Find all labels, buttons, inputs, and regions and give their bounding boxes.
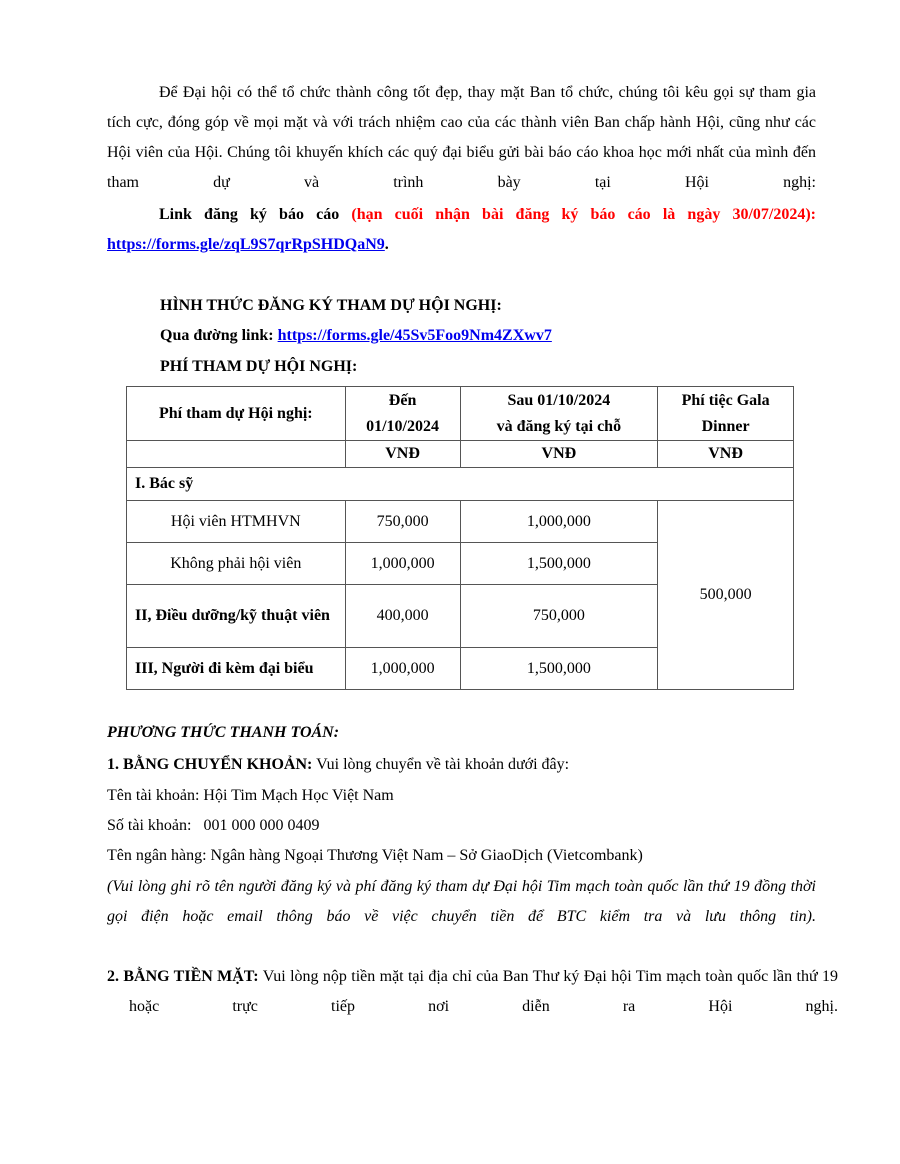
row-late-fee: 750,000 [460,585,658,648]
row-label: II, Điều dưỡng/kỹ thuật viên [127,585,346,648]
header-early: Đến 01/10/2024 [345,387,460,441]
transfer-text: Vui lòng chuyển về tài khoản dưới đây: [316,756,570,773]
gala-fee: 500,000 [658,501,794,690]
cash-paragraph [107,962,838,1022]
registration-heading: HÌNH THỨC ĐĂNG KÝ THAM DỰ HỘI NGHỊ: [160,297,502,314]
transfer-line [107,750,816,780]
currency-gala: VNĐ [658,441,794,468]
section-row-doctors [127,468,794,501]
intro-paragraph: Để Đại hội có thể tổ chức thành công tốt đẹp, thay mặt Ban tổ chức, chúng tôi kêu gọi sự tham gia tích cực, đóng góp về mọi mặt và với trách nhiệm cao của các thành viên Ban chấp hành Hội, cũng như các Hội viên của Hội. Chúng tôi khuyến khích các quý đại biểu gửi bài báo cáo khoa học mới nhất của mình đến tham dự và trình bày tại Hội nghị: [107,84,816,191]
row-late-fee: 1,000,000 [460,501,658,543]
report-link-label: Link đăng ký báo cáo [159,206,340,223]
account-name: Tên tài khoản: Hội Tim Mạch Học Việt Nam [107,787,394,804]
row-label: III, Người đi kèm đại biểu [127,648,346,690]
header-category: Phí tham dự Hội nghị: [127,387,346,441]
row-early-fee: 1,000,000 [345,543,460,585]
report-url-suffix: . [384,236,389,253]
row-late-fee: 1,500,000 [460,543,658,585]
fee-table [126,386,794,690]
row-early-fee: 1,000,000 [345,648,460,690]
currency-row [127,441,794,468]
payment-note: (Vui lòng ghi rõ tên người đăng ký và phí đăng ký tham dự Đại hội Tim mạch toàn quốc lần thứ 19 đồng thời gọi điện hoặc email thông báo về việc chuyển tiền để BTC kiểm tra và lưu thông tin). [107,878,816,925]
section-doctors-label: I. Bác sỹ [127,468,794,501]
row-label: Hội viên HTMHVN [127,501,346,543]
row-early-fee: 400,000 [345,585,460,648]
row-label: Không phải hội viên [127,543,346,585]
cash-text: Vui lòng nộp tiền mặt tại địa chỉ của Ban Thư ký Đại hội Tim mạch toàn quốc lần thứ 19 hoặc trực tiếp nơi diễn ra Hội nghị. [129,968,838,1015]
report-deadline: (hạn cuối nhận bài đăng ký báo cáo là ngày 30/07/2024): [351,206,817,223]
account-number: Số tài khoản: 001 000 000 0409 [107,817,320,834]
registration-link-label: Qua đường link: [160,327,274,344]
registration-form-link[interactable]: https://forms.gle/45Sv5Foo9Nm4ZXwv7 [277,327,552,344]
header-late: Sau 01/10/2024 và đăng ký tại chỗ [460,387,658,441]
currency-early: VNĐ [345,441,460,468]
header-gala: Phí tiệc Gala Dinner [658,387,794,441]
table-row [127,501,794,543]
fees-heading: PHÍ THAM DỰ HỘI NGHỊ: [160,358,358,375]
table-header-row [127,387,794,441]
currency-blank [127,441,346,468]
currency-late: VNĐ [460,441,658,468]
payment-heading: PHƯƠNG THỨC THANH TOÁN: [107,724,340,741]
row-late-fee: 1,500,000 [460,648,658,690]
row-early-fee: 750,000 [345,501,460,543]
report-form-link[interactable]: https://forms.gle/zqL9S7qrRpSHDQaN9 [107,236,385,253]
registration-link-line [160,321,869,351]
transfer-label: 1. BẰNG CHUYỂN KHOẢN: [107,756,313,773]
cash-label: 2. BẰNG TIỀN MẶT: [107,968,259,985]
report-link-paragraph [107,200,816,260]
bank-name: Tên ngân hàng: Ngân hàng Ngoại Thương Việt Nam – Sở GiaoDịch (Vietcombank) [107,847,643,864]
